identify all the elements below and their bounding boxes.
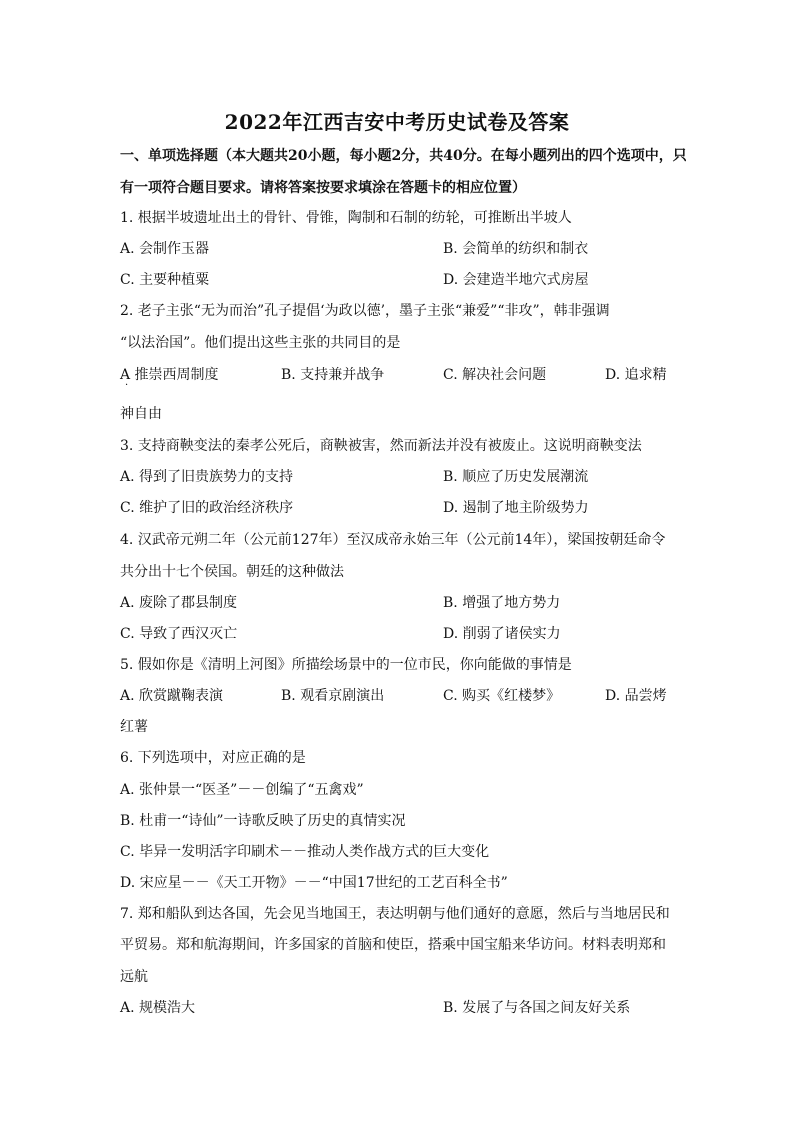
question-7-stem-line3: 远航: [120, 969, 148, 985]
question-1-stem: 1. 根据半坡遗址出土的骨针、骨锥，陶制和石制的纺轮，可推断出半坡人: [120, 210, 572, 226]
question-5-option-d-wrap: 红薯: [120, 719, 148, 735]
question-3-option-d: D. 遏制了地主阶级势力: [443, 500, 589, 516]
question-5-stem: 5. 假如你是《清明上河图》所描绘场景中的一位市民，你向能做的事情是: [120, 657, 572, 673]
question-7-option-a: A. 规模浩大: [120, 1000, 196, 1016]
question-7-option-b: B. 发展了与各国之间友好关系: [443, 1000, 631, 1016]
page-title: 2022年江西吉安中考历史试卷及答案: [224, 110, 570, 134]
question-1-option-c: C. 主要种植粟: [120, 272, 210, 288]
question-2-option-d-wrap: 神自由: [120, 406, 162, 422]
question-6-stem: 6. 下列选项中，对应正确的是: [120, 750, 306, 766]
question-2-option-d: D. 追求精: [605, 367, 667, 383]
question-3-option-a: A. 得到了旧贵族势力的支持: [120, 469, 294, 485]
question-4-option-b: B. 增强了地方势力: [443, 595, 561, 611]
question-6-option-c: C. 毕异一发明活字印刷术－－推动人类作战方式的巨大变化: [120, 844, 490, 860]
stray-dot-mark: ·: [125, 380, 129, 391]
question-3-option-c: C. 维护了旧的政治经济秩序: [120, 500, 294, 516]
question-4-option-a: A. 废除了郡县制度: [120, 595, 238, 611]
question-4-option-c: C. 导致了西汉灭亡: [120, 626, 238, 642]
question-2-option-c: C. 解决社会问题: [443, 367, 547, 383]
question-5-option-d: D. 品尝烤: [605, 688, 667, 704]
question-2-stem-line2: “以法治国”。他们提出这些主张的共同目的是: [120, 335, 401, 351]
section-heading-line1: 一、单项选择题（本大题共20小题，每小题2分，共40分。在每小题列出的四个选项中，只: [120, 148, 687, 164]
question-4-stem-line1: 4. 汉武帝元朔二年（公元前127年）至汉成帝永始三年（公元前14年），梁国按朝廷命令: [120, 532, 666, 548]
question-5-option-a: A. 欣赏蹴鞠表演: [120, 688, 224, 704]
question-3-stem: 3. 支持商鞅变法的秦孝公死后，商鞅被害，然而新法并没有被废止。这说明商鞅变法: [120, 438, 642, 454]
question-1-option-b: B. 会简单的纺织和制衣: [443, 241, 589, 257]
question-5-option-c: C. 购买《红楼梦》: [443, 688, 561, 704]
question-3-option-b: B. 顺应了历史发展潮流: [443, 469, 589, 485]
question-1-option-a: A. 会制作玉器: [120, 241, 210, 257]
question-4-option-d: D. 削弱了诸侯实力: [443, 626, 561, 642]
section-heading-line2: 有一项符合题目要求。请将答案按要求填涂在答题卡的相应位置）: [120, 180, 526, 196]
question-7-stem-line2: 平贸易。郑和航海期间，许多国家的首脑和使臣，搭乘中国宝船来华访问。材料表明郑和: [120, 937, 666, 953]
question-1-option-d: D. 会建造半地穴式房屋: [443, 272, 589, 288]
question-2-option-b: B. 支持兼并战争: [281, 367, 385, 383]
question-6-option-d: D. 宋应星－－《天工开物》－－“中国17世纪的工艺百科全书”: [120, 875, 508, 891]
question-6-option-b: B. 杜甫一“诗仙”一诗歌反映了历史的真情实况: [120, 813, 406, 829]
question-4-stem-line2: 共分出十七个侯国。朝廷的这种做法: [120, 564, 344, 580]
question-7-stem-line1: 7. 郑和船队到达各国，先会见当地国王，表达明朝与他们通好的意愿，然后与当地居民和: [120, 906, 670, 922]
question-6-option-a: A. 张仲景一“医圣”－－创编了“五禽戏”: [120, 782, 364, 798]
question-2-stem-line1: 2. 老子主张“无为而治”孔子提倡‘为政以德’，墨子主张“兼爱”“非攻”，韩非强调: [120, 303, 610, 319]
question-5-option-b: B. 观看京剧演出: [281, 688, 385, 704]
question-2-option-a: A 推崇西周制度: [120, 367, 219, 383]
